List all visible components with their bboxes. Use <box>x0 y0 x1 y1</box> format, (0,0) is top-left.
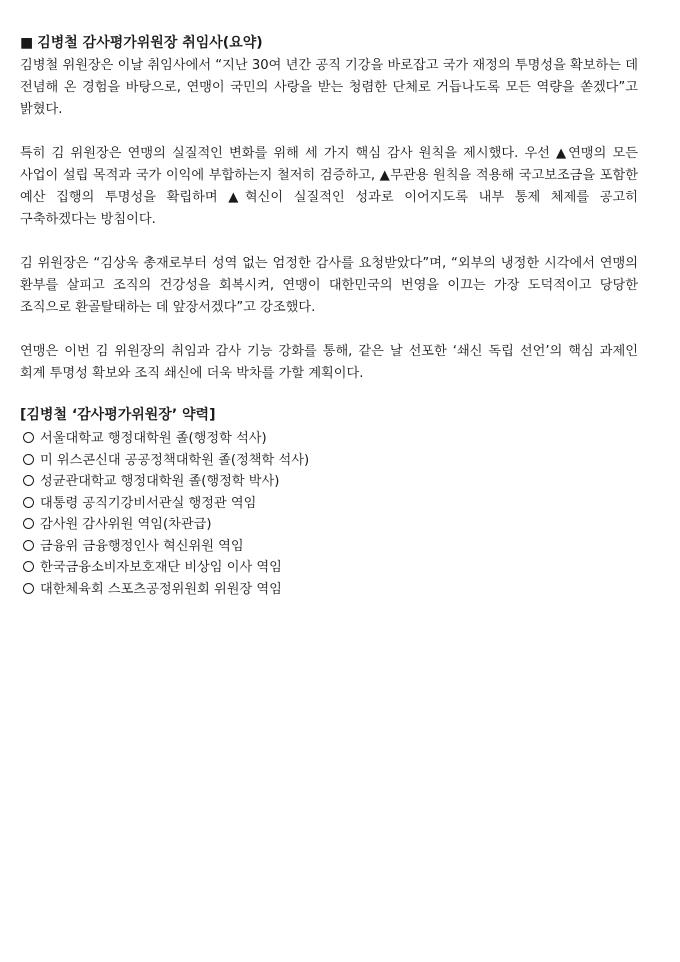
square-bullet-icon: ■ <box>20 35 34 51</box>
speech-title: 김병철 감사평가위원장 취임사(요약) <box>37 35 263 51</box>
circle-bullet-icon <box>23 432 34 443</box>
circle-bullet-icon <box>23 475 34 486</box>
circle-bullet-icon <box>23 454 34 465</box>
paragraph-spacer <box>20 231 638 253</box>
career-item <box>20 450 638 472</box>
paragraph-spacer <box>20 121 638 143</box>
career-item-text: 감사원 감사위원 역임(차관급) <box>40 517 212 532</box>
paragraph-spacer <box>20 319 638 341</box>
circle-bullet-icon <box>23 540 34 551</box>
career-item-text: 서울대학교 행정대학원 졸(행정학 석사) <box>40 431 267 446</box>
career-item <box>20 471 638 493</box>
speech-paragraph-1: 김병철 위원장은 이날 취임사에서 “지난 30여 년간 공직 기강을 바로잡고 국가 재정의 투명성을 확보하는 데 전념해 온 경험을 바탕으로, 연맹이 국민의 사랑을 받는 청렴한 단체로 거듭나도록 모든 역량을 쏟겠다”고 밝혔다. <box>20 58 638 117</box>
career-item-text: 한국금융소비자보호재단 비상임 이사 역임 <box>40 560 282 575</box>
career-item <box>20 428 638 450</box>
speech-heading <box>20 33 638 53</box>
career-item-text: 미 위스콘신대 공공정책대학원 졸(정책학 석사) <box>40 452 310 468</box>
career-item-text: 성균관대학교 행정대학원 졸(행정학 박사) <box>40 474 280 489</box>
circle-bullet-icon <box>23 518 34 529</box>
speech-paragraph-4: 연맹은 이번 김 위원장의 취임과 감사 기능 강화를 통해, 같은 날 선포한 ‘쇄신 독립 선언’의 핵심 과제인 회계 투명성 확보와 조직 쇄신에 더욱 박차를 가할 계획이다. <box>20 344 638 381</box>
career-item <box>20 579 638 601</box>
career-item-text: 대한체육회 스포츠공정위원회 위원장 역임 <box>40 581 282 597</box>
speech-paragraph-3: 김 위원장은 “김상욱 총재로부터 성역 없는 엄정한 감사를 요청받았다”며, “외부의 냉정한 시각에서 연맹의 환부를 살피고 조직의 건강성을 회복시켜, 연맹이 대한민국의 번영을 이끄는 가장 도덕적이고 당당한 조직으로 환골탈태하는 데 앞장서겠다”고 강조했다. <box>20 256 638 315</box>
circle-bullet-icon <box>23 561 34 572</box>
speech-paragraph-2: 특히 김 위원장은 연맹의 실질적인 변화를 위해 세 가지 핵심 감사 원칙을 제시했다. 우선 ▲연맹의 모든 사업이 설립 목적과 국가 이익에 부합하는지 철저히 검증하고, ▲무관용 원칙을 적용해 국고보조금을 포함한 예산 집행의 투명성을 확립하며 ▲혁신이 실질적인 성과로 이어지도록 내부 통제 체제를 공고히 구축하겠다는 방침이다. <box>20 146 638 227</box>
circle-bullet-icon <box>23 583 34 594</box>
career-list <box>20 428 638 600</box>
career-item <box>20 514 638 536</box>
career-item <box>20 536 638 558</box>
career-heading: [김병철 ‘감사평가위원장’ 약력] <box>20 407 216 423</box>
career-item <box>20 557 638 579</box>
career-item-text: 금융위 금융행정인사 혁신위원 역임 <box>40 538 244 554</box>
circle-bullet-icon <box>23 497 34 508</box>
career-item-text: 대통령 공직기강비서관실 행정관 역임 <box>40 495 257 511</box>
career-item <box>20 493 638 515</box>
document-page <box>20 33 638 600</box>
